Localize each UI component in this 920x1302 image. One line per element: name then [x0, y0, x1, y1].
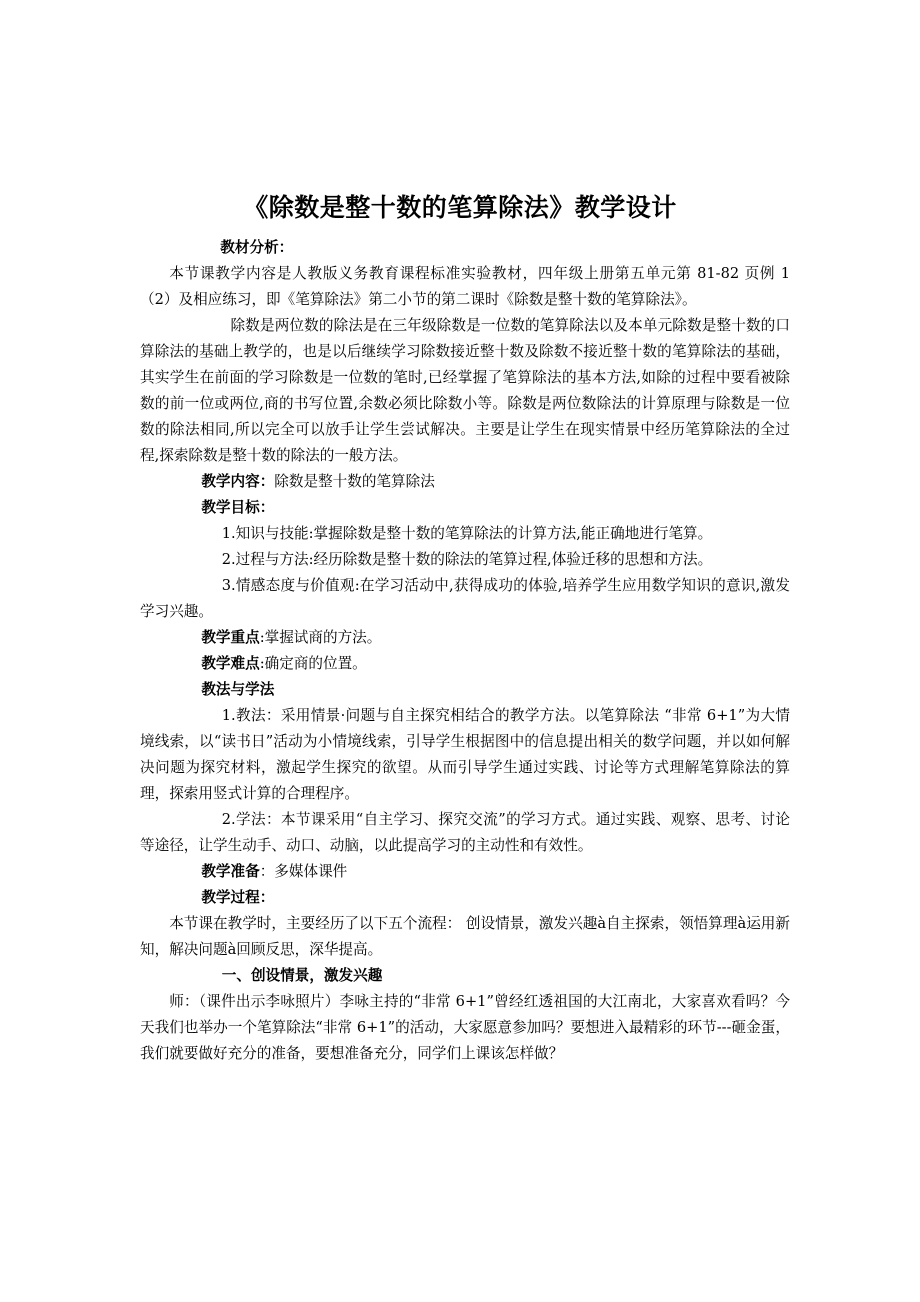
preparation-line — [140, 859, 790, 885]
teaching-goal-item: 1.知识与技能:掌握除数是整十数的笔算除法的计算方法,能正确地进行笔算。 — [221, 525, 713, 542]
teaching-goal-item: 3.情感态度与价值观:在学习活动中,获得成功的体验,培养学生应用数学知识的意识,激发学习兴趣。 — [140, 577, 790, 620]
process-intro-paragraph: 本节课在教学时，主要经历了以下五个流程： 创设情景，激发兴趣à自主探索，领悟算理à运用新知，解决问题à回顾反思，深华提高。 — [140, 915, 790, 958]
key-point-value: :掌握试商的方法。 — [259, 629, 382, 646]
preparation-value: ：多媒体课件 — [259, 863, 348, 880]
preparation-label: 教学准备 — [201, 863, 260, 880]
teaching-content-value: 除数是整十数的笔算除法 — [274, 473, 435, 490]
difficulty-label: 教学难点 — [201, 655, 260, 672]
page-title: 《除数是整十数的笔算除法》教学设计 — [243, 193, 677, 222]
difficulty-value: :确定商的位置。 — [259, 655, 367, 672]
teaching-content-label: 教学内容： — [201, 473, 275, 490]
material-analysis-paragraph-1: 本节课教学内容是人教版义务教育课程标准实验教材，四年级上册第五单元第 81-82 页例 1（2）及相应练习，即《笔算除法》第二小节的第二课时《除数是整十数的笔算除法》。 — [140, 265, 790, 308]
learning-method-paragraph: 2.学法：本节课采用“自主学习、探究交流”的学习方式。通过实践、观察、思考、讨论等途径，让学生动手、动口、动脑，以此提高学习的主动性和有效性。 — [140, 811, 790, 854]
section-1-paragraph: 师：（课件出示李咏照片）李咏主持的“非常 6+1”曾经红透祖国的大江南北，大家喜欢看吗？今天我们也举办一个笔算除法“非常 6+1”的活动，大家愿意参加吗？要想进入最精彩的环节---砸金蛋，我们就要做好充分的准备，要想准备充分，同学们上课该怎样做？ — [140, 993, 790, 1062]
key-point-label: 教学重点 — [201, 629, 260, 646]
teaching-method-paragraph: 1.教法：采用情景·问题与自主探究相结合的教学方法。以笔算除法 “非常 6+1”为大情境线索，以“读书日”活动为小情境线索，引导学生根据图中的信息提出相关的数学问题，并以如何解决问题为探究材料，激起学生探究的欲望。从而引导学生通过实践、讨论等方式理解笔算除法的算理，探索用竖式计算的合理程序。 — [140, 707, 790, 802]
material-analysis-heading: 教材分析： — [220, 239, 294, 256]
teaching-goal-item: 2.过程与方法:经历除数是整十数的除法的笔算过程,体验迁移的思想和方法。 — [221, 551, 713, 568]
material-analysis-paragraph-2: 除数是两位数的除法是在三年级除数是一位数的笔算除法以及本单元除数是整十数的口算除法的基础上教学的，也是以后继续学习除数接近整十数及除数不接近整十数的笔算除法的基础，其实学生在前面的学习除数是一位数的笔时,已经掌握了笔算除法的基本方法,如除的过程中要看被除数的前一位或两位,商的书写位置,余数必须比除数小等。除数是两位数除法的计算原理与除数是一位数的除法相同,所以完全可以放手让学生尝试解决。主要是让学生在现实情景中经历笔算除法的全过程,探索除数是整十数的除法的一般方法。 — [140, 317, 790, 464]
process-heading: 教学过程： — [201, 889, 275, 906]
methods-heading: 教法与学法 — [201, 681, 275, 698]
section-1-heading: 一、创设情景，激发兴趣 — [221, 967, 383, 984]
teaching-goals-heading: 教学目标： — [201, 499, 275, 516]
key-point-line — [140, 625, 790, 651]
document-body — [140, 235, 790, 1067]
difficulty-line — [140, 651, 790, 677]
teaching-content-line — [140, 469, 790, 495]
